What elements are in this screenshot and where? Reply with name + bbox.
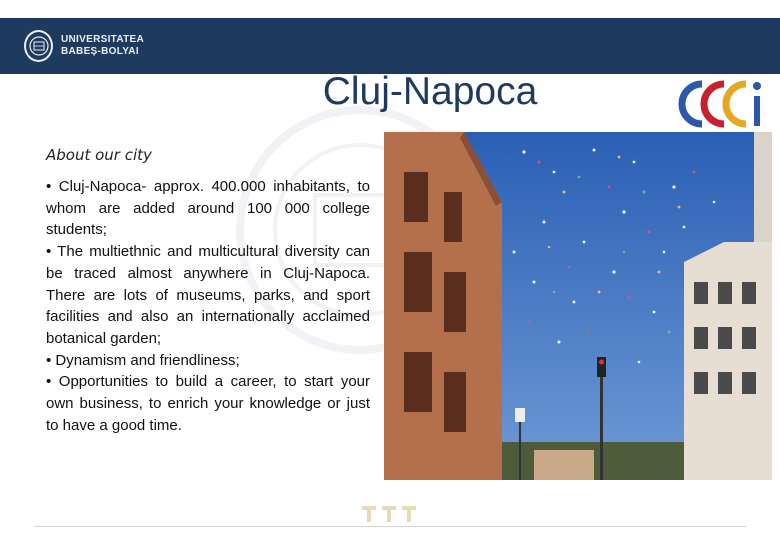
bullet-opportunities: • Opportunities to build a career, to start your own business, to enrich your knowledge or just to have a good time. [46,373,370,434]
bullet-diversity: • The multiethnic and multicultural diversity can be traced almost anywhere in Cluj-Napoca. There are lots of museums, parks, and sport facilities and also an internationally acclaimed botanical garden; [46,243,370,347]
city-photo [384,132,772,480]
bullet-population: • Cluj-Napoca- approx. 400.000 inhabitants, to whom are added around 100 000 college students; [46,178,370,239]
university-seal-icon [24,30,53,62]
university-logo [24,26,144,66]
university-name-line-2: BABEȘ-BOLYAI [61,46,139,57]
university-name-line-1: UNIVERSITATEA [61,34,144,45]
bullet-dynamism: • Dynamism and friendliness; [46,351,240,369]
slide-body [46,176,370,436]
footer-ornament-icon [360,500,420,524]
slide-subtitle: About our city [46,146,152,164]
slide-title: Cluj-Napoca [322,70,538,113]
university-name [61,34,144,58]
cci-logo-icon [672,74,770,134]
footer-divider [34,526,746,527]
